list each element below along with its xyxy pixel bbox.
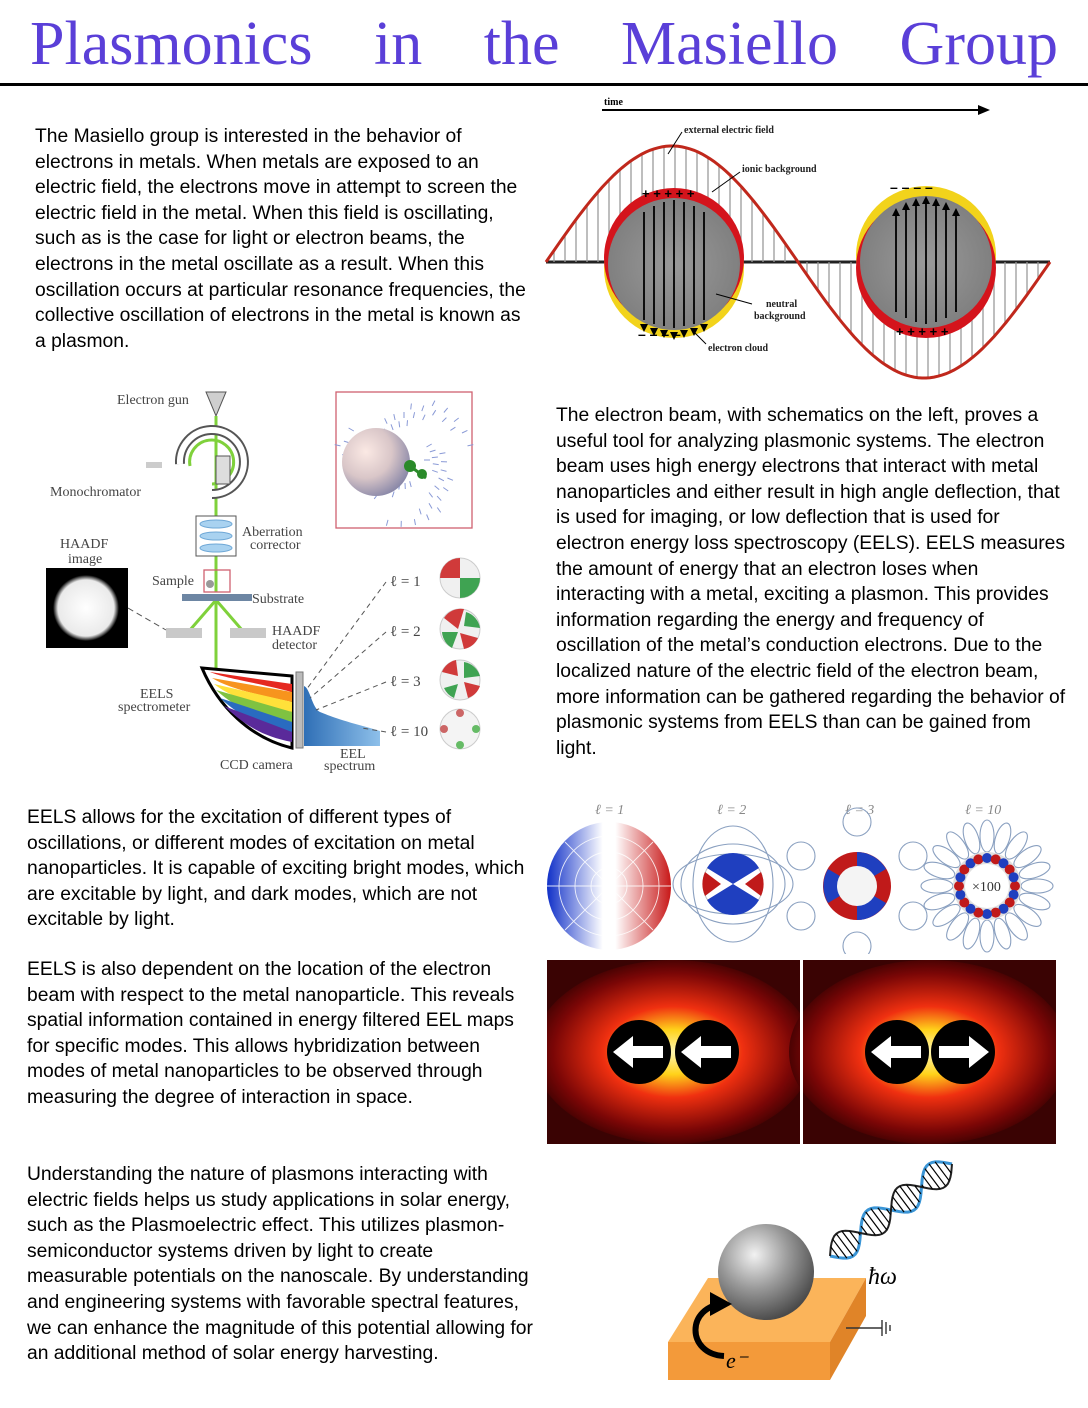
charge-dot xyxy=(954,881,964,891)
multipole-label-1: ℓ = 1 xyxy=(595,803,625,818)
charge-dot xyxy=(973,854,983,864)
multipole-label-3: ℓ = 3 xyxy=(845,803,875,818)
quadrupole-mode xyxy=(673,826,793,942)
nanoparticle-left xyxy=(604,186,744,342)
title-divider xyxy=(0,83,1088,86)
eel-spectrum-plot xyxy=(304,686,380,746)
field-vector xyxy=(895,1190,911,1211)
aberration-corrector-icon xyxy=(196,516,236,556)
haadf-image-label: HAADF xyxy=(60,537,109,552)
eels-spectrometer-icon xyxy=(202,668,292,748)
field-vector xyxy=(842,1231,857,1251)
field-loop xyxy=(980,920,994,952)
title-word: the xyxy=(483,9,560,78)
plasmoelectric-figure xyxy=(640,1156,970,1386)
metal-nanoparticle xyxy=(718,1224,814,1320)
haadf-detector-label: HAADF xyxy=(272,624,321,639)
haadf-detector-left xyxy=(166,628,202,638)
minus-charges: – – – – xyxy=(638,326,681,342)
haadf-detector-label-2: detector xyxy=(272,638,318,653)
eel-spectrum-label-2: spectrum xyxy=(324,759,376,774)
multipole-label-2: ℓ = 2 xyxy=(717,803,747,818)
electron-label: e⁻ xyxy=(726,1348,748,1373)
neutral-background-label: neutral xyxy=(766,299,798,310)
neutral-background-label-2: background xyxy=(754,311,806,322)
plus-charges: + + + + + xyxy=(642,186,695,201)
monochromator-label: Monochromator xyxy=(50,485,141,500)
minus-charges: – – – – xyxy=(890,179,933,195)
title-word: Group xyxy=(899,9,1058,78)
title-word: Plasmonics xyxy=(30,9,313,78)
field-sphere-inset xyxy=(335,392,474,528)
aberration-label: Aberration xyxy=(242,525,303,540)
electron-gun-icon xyxy=(206,392,226,416)
field-loop xyxy=(921,879,953,893)
high-order-mode xyxy=(921,820,1053,952)
haadf-image-label-2: image xyxy=(68,552,103,567)
ccd-camera-icon xyxy=(296,672,303,748)
plasmon-oscillation-figure xyxy=(540,92,1060,384)
vector-arrow xyxy=(407,420,408,426)
eels-modes-paragraph: EELS allows for the excitation of different types of oscillations, or different modes of excitation on metal nanoparticles. It is capable of exciting bright modes, which are excitable by light, and dark modes, which are not excitable by light. xyxy=(27,807,525,931)
plus-charges: + + + + + xyxy=(896,324,949,339)
page-title xyxy=(0,6,1088,82)
time-label: time xyxy=(604,97,623,108)
charge-dot xyxy=(955,890,965,900)
monochromator-icon xyxy=(146,430,244,494)
field-vector xyxy=(863,1218,876,1235)
intro-paragraph: The Masiello group is interested in the behavior of electrons in metals. When metals are exposed to an electric field, the electrons move in attempt to screen the electric field in the metal. When this field is oscillating, such as is the case for light or electron beams, the electrons in the metal oscillate as a result. When this oscillation occurs at particular resonance frequencies, the collective oscillation of electrons in the metal is known as a plasmon. xyxy=(35,126,526,352)
field-vector xyxy=(871,1209,887,1230)
multipole-label-10: ℓ = 10 xyxy=(965,803,1002,818)
charge-dot xyxy=(982,909,992,919)
ccd-camera-label: CCD camera xyxy=(220,758,293,773)
substrate-label: Substrate xyxy=(252,592,305,607)
electron-beam-paragraph: The electron beam, with schematics on the left, proves a useful tool for analyzing plasmonic systems. The electron beam uses high energy electrons that interact with metal nanoparticles and either result in high angle deflection, that is used for imaging, or low deflection that is used for electron energy loss spectroscopy (EELS). EELS measures the amount of energy that an electron loses when interacting with a metal, exciting a plasmon. This provides information regarding the energy and frequency of oscillation of the metal’s conduction electrons. Due to the localized nature of the electric field of the electron beam, more information can be gathered regarding the behavior of plasmonic systems from EELS than can be gained from light. xyxy=(556,405,1066,759)
dipole-mode xyxy=(547,822,671,950)
title-word: in xyxy=(373,9,423,78)
sample-label: Sample xyxy=(152,574,194,589)
multipole-modes-figure xyxy=(545,798,1060,954)
title-word: Masiello xyxy=(621,9,839,78)
field-loop xyxy=(980,820,994,852)
charge-dot xyxy=(1010,881,1020,891)
microscope-schematic-figure xyxy=(40,386,500,780)
field-vector xyxy=(836,1234,853,1256)
vector-arrow xyxy=(411,404,412,410)
mode-spheres xyxy=(440,558,480,749)
ionic-background-label: ionic background xyxy=(742,164,817,175)
mode-label-3: ℓ = 3 xyxy=(390,674,421,690)
field-vector xyxy=(935,1162,949,1181)
eel-maps-figure xyxy=(547,960,1056,1144)
photon-energy-label: ħω xyxy=(868,1264,897,1290)
eels-spectrometer-label: EELS xyxy=(140,687,174,702)
electron-gun-label: Electron gun xyxy=(117,393,189,408)
mode-label-10: ℓ = 10 xyxy=(390,724,429,740)
haadf-detector-right xyxy=(230,628,266,638)
vector-arrow xyxy=(432,457,438,458)
field-vector xyxy=(900,1186,917,1208)
charge-dot xyxy=(982,853,992,863)
eel-spectrum-label: EEL xyxy=(340,747,366,762)
charge-dot xyxy=(1009,872,1019,882)
mode-label-1: ℓ = 1 xyxy=(390,574,421,590)
aberration-label-2: corrector xyxy=(250,538,301,553)
field-loop xyxy=(1021,879,1053,893)
field-vector xyxy=(907,1185,920,1202)
substrate-bar xyxy=(182,594,252,601)
electron-cloud-label: electron cloud xyxy=(708,343,769,354)
solar-paragraph: Understanding the nature of plasmons interacting with electric fields helps us study applications in solar energy, such as the Plasmoelectric effect. This utilizes plasmon-semiconductor systems driven by light to create measurable potentials on the nanoscale. By understanding and engineering systems with favorable spectral features, we can enhance the magnitude of this potential allowing for an additional method of solar energy harvesting. xyxy=(27,1164,533,1365)
charge-dot xyxy=(991,908,1001,918)
mode-label-2: ℓ = 2 xyxy=(390,624,421,640)
field-vector xyxy=(929,1164,946,1186)
eels-spectrometer-label-2: spectrometer xyxy=(118,700,191,715)
photon-wave xyxy=(830,1162,952,1258)
nanoparticle-right xyxy=(856,179,996,339)
scale-label: ×100 xyxy=(972,880,1001,895)
field-vector xyxy=(833,1239,847,1258)
field-vector xyxy=(866,1212,883,1234)
external-field-label: external electric field xyxy=(684,125,774,136)
eels-location-paragraph: EELS is also dependent on the location of the electron beam with respect to the metal nanoparticle. This reveals spatial information contained in energy filtered EEL maps for specific modes. This allows hybridization between modes of metal nanoparticles to be observed through measuring the degree of interaction in space. xyxy=(27,959,515,1108)
field-vector xyxy=(925,1169,940,1189)
octupole-mode xyxy=(787,808,927,954)
